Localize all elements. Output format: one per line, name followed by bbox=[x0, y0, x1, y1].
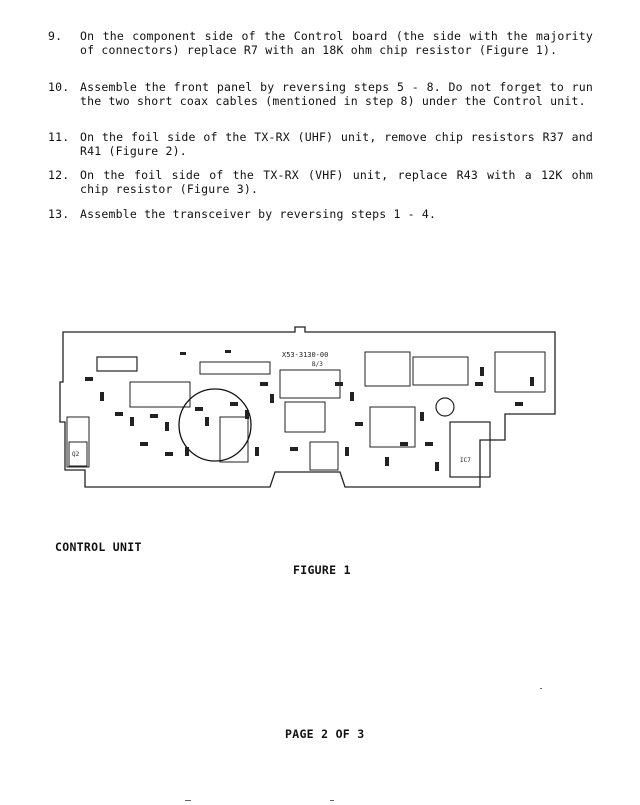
ic-block bbox=[310, 442, 338, 470]
step-11 bbox=[48, 131, 593, 158]
q-label: Q2 bbox=[72, 451, 80, 458]
ic-block bbox=[280, 370, 340, 398]
control-board-figure bbox=[55, 322, 560, 492]
step-13 bbox=[48, 208, 593, 222]
r7-highlight-circle bbox=[179, 389, 251, 461]
ic7-label: IC7 bbox=[460, 457, 471, 464]
step-number: 11. bbox=[48, 130, 70, 144]
part-number: X53-3130-00 bbox=[282, 351, 329, 359]
step-text: On the foil side of the TX-RX (UHF) unit, remove chip resistors R37 and R41 (Figure 2). bbox=[80, 130, 593, 158]
scan-speck bbox=[185, 800, 191, 801]
step-text: On the component side of the Control board (the side with the majority of connectors) replace R7 with an 18K ohm chip resistor (Figure 1). bbox=[80, 29, 593, 57]
ic-block bbox=[130, 382, 190, 407]
step-number: 9. bbox=[48, 29, 63, 43]
round-component bbox=[436, 398, 454, 416]
control-board-drawing bbox=[55, 322, 560, 492]
step-text: On the foil side of the TX-RX (VHF) unit, replace R43 with a 12K ohm chip resistor (Figure 3). bbox=[80, 168, 593, 196]
ic-block bbox=[413, 357, 468, 385]
page-number: PAGE 2 OF 3 bbox=[285, 727, 365, 741]
connector-block bbox=[97, 357, 137, 371]
connector-block bbox=[200, 362, 270, 374]
ic-block bbox=[365, 352, 410, 386]
step-number: 13. bbox=[48, 207, 70, 221]
step-12 bbox=[48, 169, 593, 196]
board-caption: CONTROL UNIT bbox=[55, 540, 142, 554]
sub-label: B/3 bbox=[312, 361, 323, 368]
step-number: 10. bbox=[48, 80, 70, 94]
scan-speck bbox=[540, 688, 542, 689]
ic7-block bbox=[450, 422, 490, 477]
step-9 bbox=[48, 30, 593, 57]
ic-block bbox=[285, 402, 325, 432]
scan-speck bbox=[330, 800, 334, 801]
ic-block bbox=[370, 407, 415, 447]
step-text: Assemble the front panel by reversing steps 5 - 8. Do not forget to run the two short coax cables (mentioned in step 8) under the Control unit. bbox=[80, 80, 593, 108]
figure-caption: FIGURE 1 bbox=[293, 563, 351, 577]
step-text: Assemble the transceiver by reversing steps 1 - 4. bbox=[80, 207, 437, 221]
step-10 bbox=[48, 81, 593, 108]
step-number: 12. bbox=[48, 168, 70, 182]
ic-block bbox=[495, 352, 545, 392]
